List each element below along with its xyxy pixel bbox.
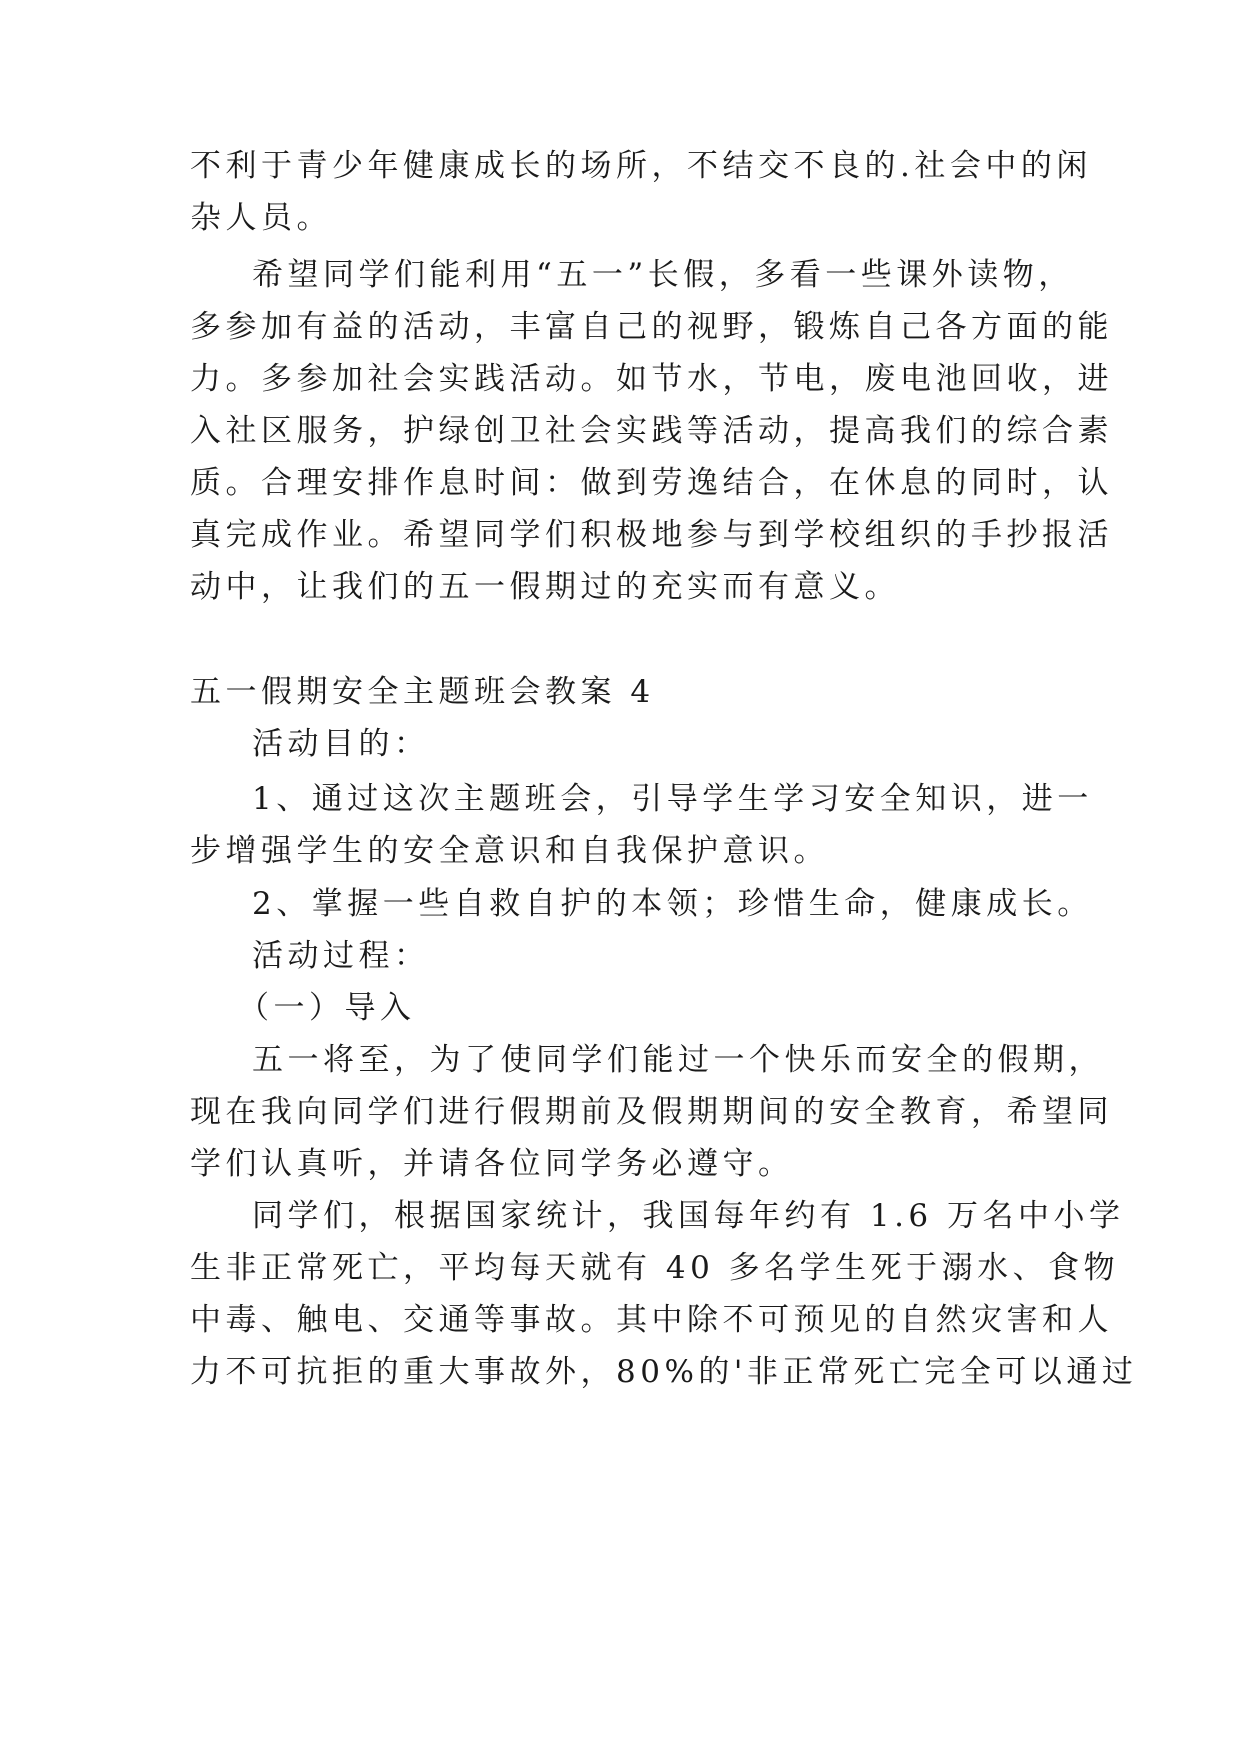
paragraph-2-line-3: 力。多参加社会实践活动。如节水，节电，废电池回收，进	[190, 361, 1113, 397]
paragraph-2-line-2: 多参加有益的活动，丰富自己的视野，锻炼自己各方面的能	[190, 309, 1113, 345]
paragraph-2-line-6: 真完成作业。希望同学们积极地参与到学校组织的手抄报活	[190, 517, 1113, 553]
paragraph-1-line-2: 杂人员。	[190, 200, 332, 236]
stats-line-1: 同学们，根据国家统计，我国每年约有 1.6 万名中小学	[252, 1198, 1125, 1234]
paragraph-2-line-5: 质。合理安排作息时间：做到劳逸结合，在休息的同时，认	[190, 465, 1113, 501]
paragraph-1-line-1: 不利于青少年健康成长的场所，不结交不良的.社会中的闲	[190, 148, 1092, 184]
stats-line-3: 中毒、触电、交通等事故。其中除不可预见的自然灾害和人	[190, 1302, 1113, 1338]
stats-line-2: 生非正常死亡，平均每天就有 40 多名学生死于溺水、食物	[190, 1250, 1120, 1286]
intro-line-3: 学们认真听，并请各位同学务必遵守。	[190, 1146, 794, 1182]
stats-line-4: 力不可抗拒的重大事故外，80%的'非正常死亡完全可以通过	[190, 1354, 1138, 1390]
section-title: 五一假期安全主题班会教案 4	[190, 674, 655, 710]
intro-line-2: 现在我向同学们进行假期前及假期期间的安全教育，希望同	[190, 1094, 1113, 1130]
intro-line-1: 五一将至，为了使同学们能过一个快乐而安全的假期，	[252, 1042, 1104, 1078]
process-heading: 活动过程：	[252, 938, 430, 974]
paragraph-2-line-7: 动中，让我们的五一假期过的充实而有意义。	[190, 569, 900, 605]
purpose-1-line-2: 步增强学生的安全意识和自我保护意识。	[190, 833, 829, 869]
purpose-2: 2、掌握一些自救自护的本领；珍惜生命，健康成长。	[252, 886, 1093, 922]
paragraph-2-line-1: 希望同学们能利用“五一”长假，多看一些课外读物，	[252, 257, 1074, 293]
purpose-1-line-1: 1、通过这次主题班会，引导学生学习安全知识，进一	[252, 781, 1093, 817]
step-1-heading: （一）导入	[238, 990, 416, 1026]
document-page	[190, 0, 1138, 1754]
purpose-heading: 活动目的：	[252, 726, 430, 762]
paragraph-2-line-4: 入社区服务，护绿创卫社会实践等活动，提高我们的综合素	[190, 413, 1113, 449]
